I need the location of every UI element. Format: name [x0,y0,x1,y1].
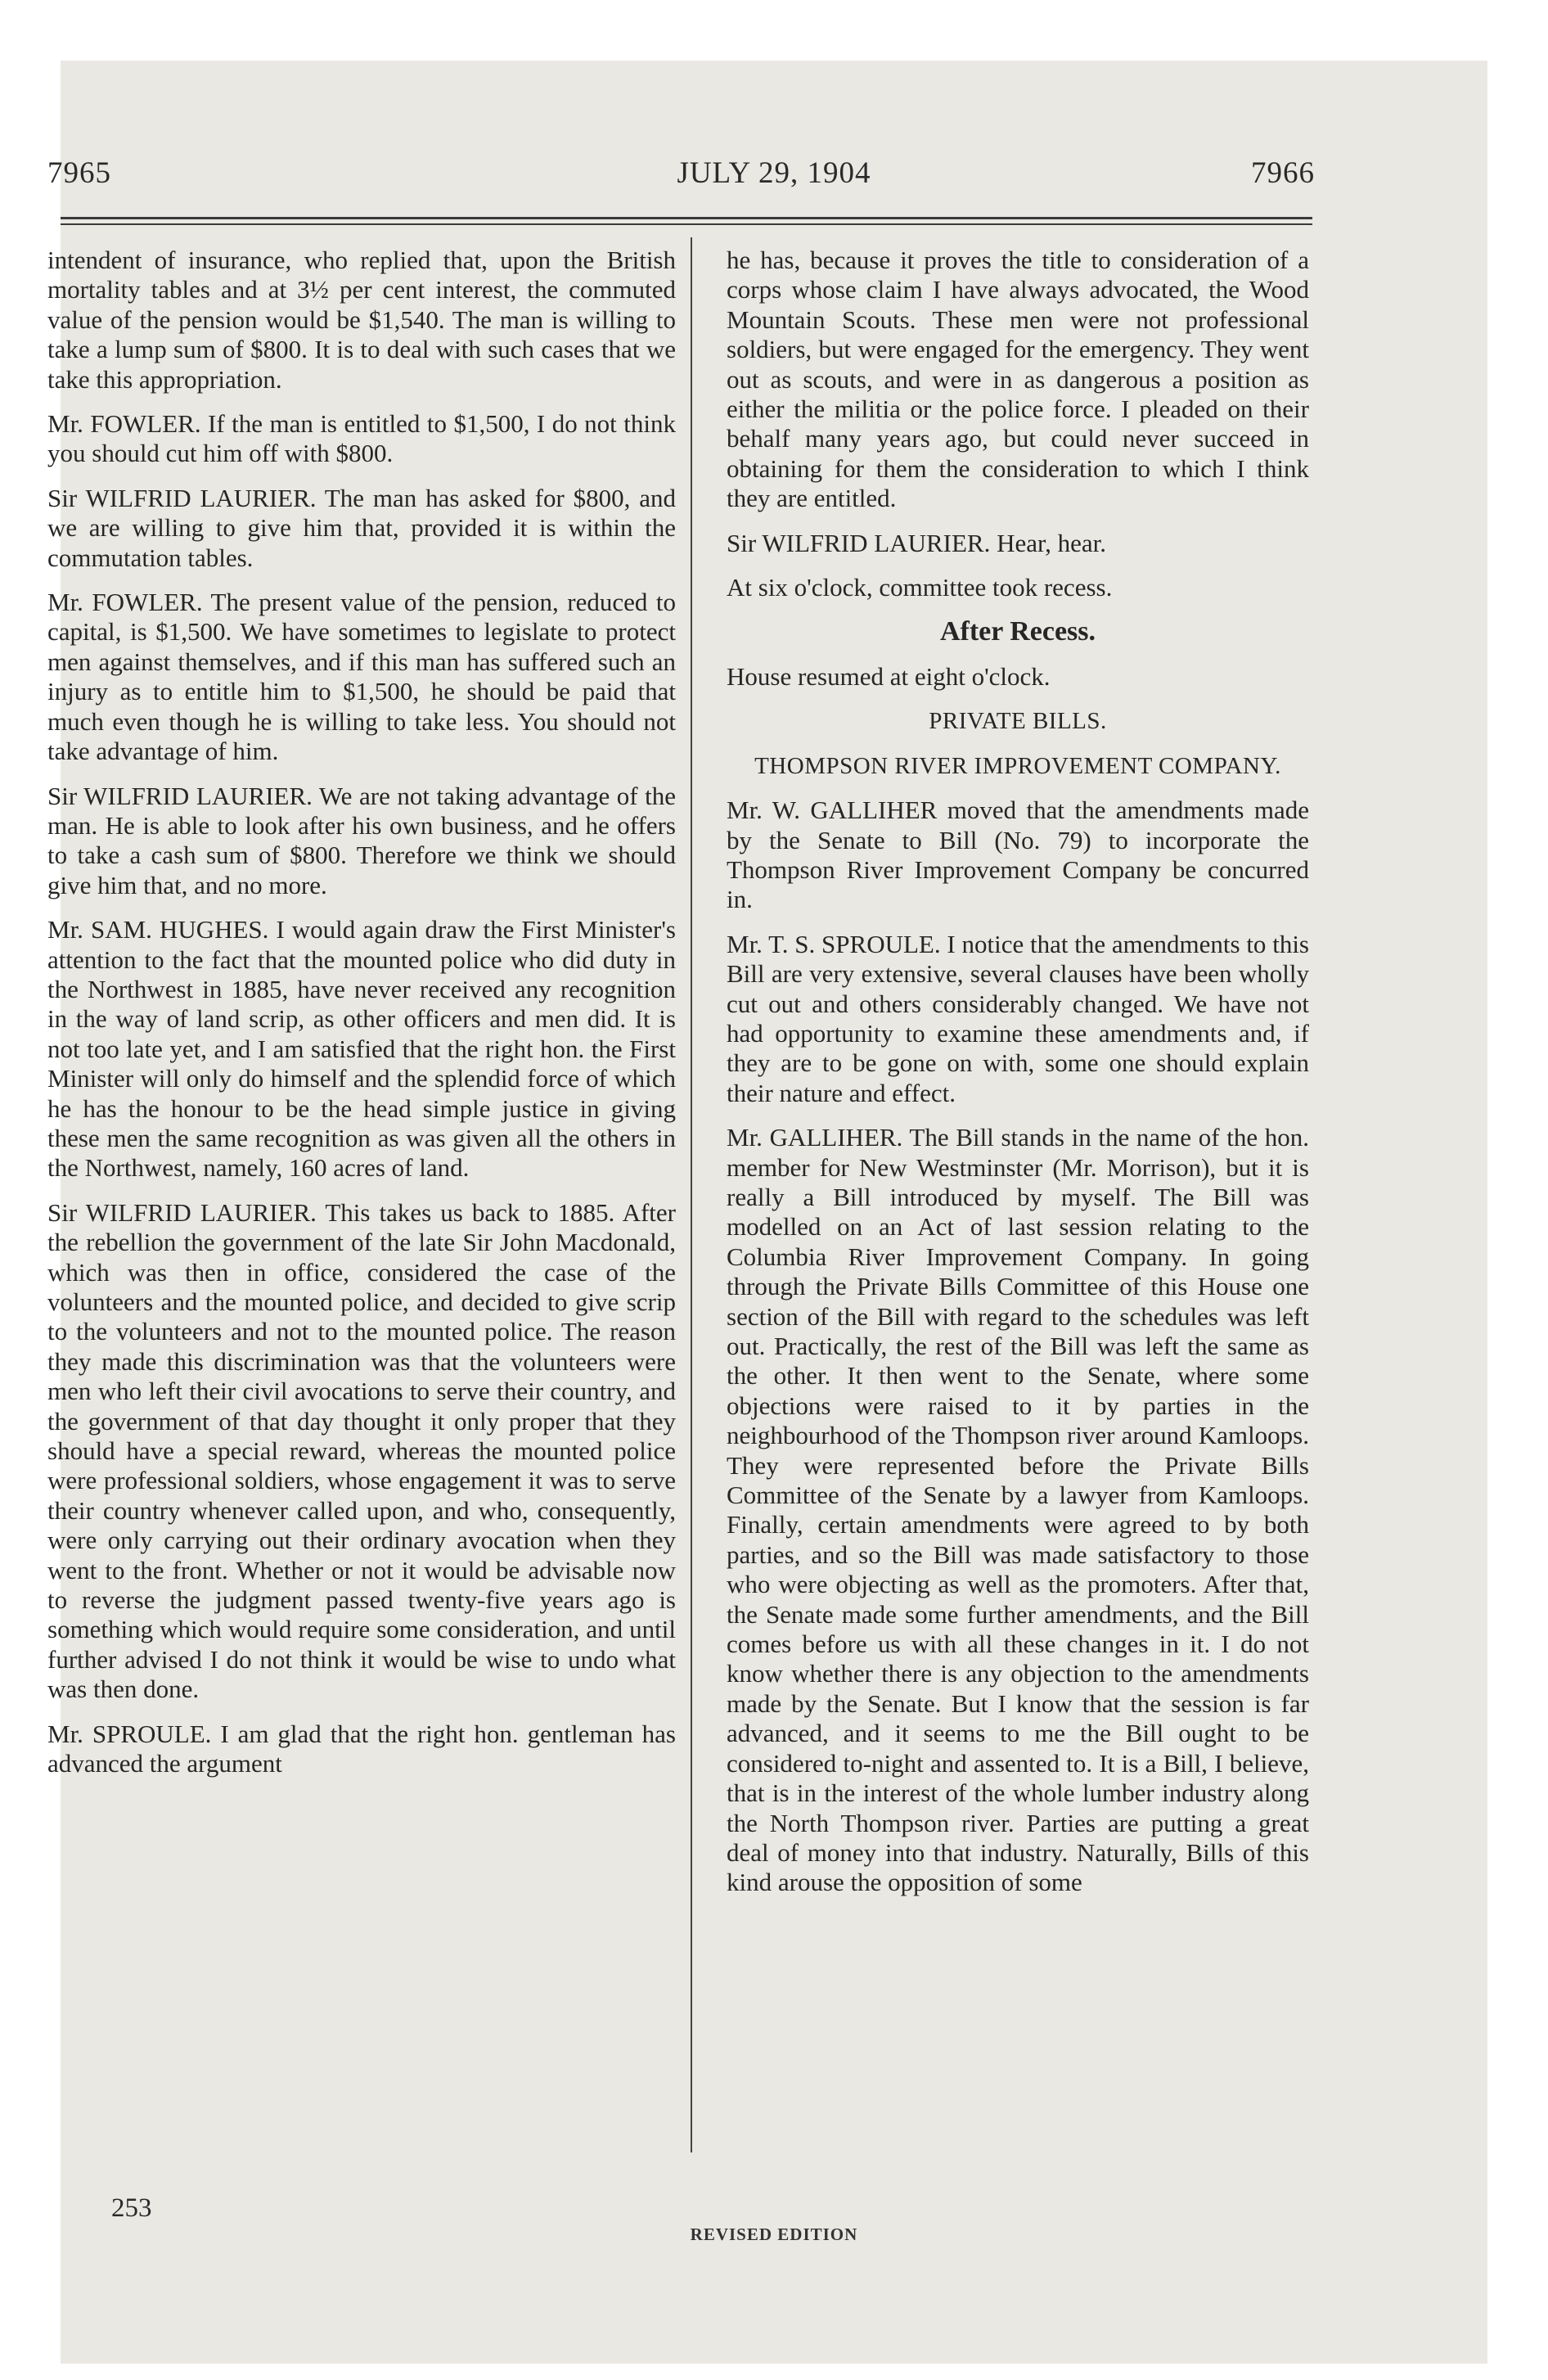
header-rule [61,217,1312,219]
paragraph: Mr. GALLIHER. The Bill stands in the name of the hon. member for New Westminster (Mr. Morrison), but it is really a Bill introduced by myself. The Bill was modelled on an Act of last session relating to the Columbia River Improvement Company. In going through the Private Bills Committee of this House one section of the Bill with regard to the schedules was left out. Practically, the rest of the Bill was left the same as the other. It then went to the Senate, where some objections were raised to it by parties in the neighbourhood of the Thompson river around Kamloops. They were represented before the Private Bills Committee of the Senate by a lawyer from Kamloops. Finally, certain amendments were agreed to by both parties, and so the Bill was made satisfactory to those who were objecting as well as the promoters. After that, the Senate made some further amendments, and the Bill comes before us with all these changes in it. I do not know whether there is any objection to the amendments made by the Senate. But I know that the session is far advanced, and it seems to me the Bill ought to be considered to-night and assented to. It is a Bill, I believe, that is in the interest of the whole lumber industry along the North Thompson river. Parties are putting a great deal of money into that industry. Naturally, Bills of this kind arouse the opposition of some [727,1123,1309,1897]
section-heading: PRIVATE BILLS. [929,708,1107,735]
page-date: JULY 29, 1904 [677,156,871,190]
paragraph: Mr. W. GALLIHER moved that the amendments made by the Senate to Bill (No. 79) to incorporate the Thompson River Improvement Company be concurred in. [727,796,1309,914]
footer-edition: REVISED EDITION [690,2224,858,2244]
section-heading: After Recess. [939,616,1096,647]
page-number-right: 7966 [1251,156,1315,190]
right-column [727,246,1309,1913]
paragraph: Mr. T. S. SPROULE. I notice that the amendments to this Bill are very extensive, several clauses have been wholly cut out and others considerably changed. We have not had opportunity to examine these amendments and, if they are to be gone on with, some one should explain their nature and effect. [727,929,1309,1107]
footer-page-number: 253 [111,2193,152,2223]
header-rule-thin [61,223,1312,225]
paragraph: Mr. SAM. HUGHES. I would again draw the First Minister's attention to the fact that the mounted police who did duty in the Northwest in 1885, have never received any recognition in the way of land scrip, as other officers and men did. It is not too late yet, and I am satisfied that the right hon. the First Minister will only do himself and the splendid force of which he has the honour to be the head simple justice in giving these men the same recognition as was given all the others in the Northwest, namely, 160 acres of land. [47,915,676,1183]
paragraph: Mr. FOWLER. The present value of the pension, reduced to capital, is $1,500. We have sometimes to legislate to protect men against themselves, and if this man has suffered such an injury as to entitle him to $1,500, he should be paid that much even though he is willing to take less. You should not take advantage of him. [47,588,676,766]
paragraph: Mr. FOWLER. If the man is entitled to $1,500, I do not think you should cut him off with $800. [47,409,676,468]
paragraph: he has, because it proves the title to consideration of a corps whose claim I have always advocated, the Wood Mountain Scouts. These men were not professional soldiers, but were engaged for the emergency. They went out as scouts, and were in as dangerous a position as either the militia or the police force. I pleaded on their behalf many years ago, but could never succeed in obtaining for them the consideration to which I think they are entitled. [727,246,1309,513]
paragraph: intendent of insurance, who replied that, upon the British mortality tables and at 3½ per cent interest, the commuted value of the pension would be $1,540. The man is willing to take a lump sum of $800. It is to deal with such cases that we take this appropriation. [47,246,676,394]
left-column [47,246,676,1794]
paragraph: Mr. SPROULE. I am glad that the right hon. gentleman has advanced the argument [47,1719,676,1778]
paragraph: At six o'clock, committee took recess. [727,573,1113,602]
paragraph: House resumed at eight o'clock. [727,661,1051,691]
page-number-left: 7965 [47,156,111,190]
paragraph: Sir WILFRID LAURIER. The man has asked for $800, and we are willing to give him that, provided it is within the commutation tables. [47,483,676,572]
column-divider [691,237,692,2152]
subsection-heading: THOMPSON RIVER IMPROVEMENT COMPANY. [754,752,1281,779]
paragraph: Sir WILFRID LAURIER. Hear, hear. [727,528,1106,557]
paragraph: Sir WILFRID LAURIER. This takes us back to 1885. After the rebellion the government of the late Sir John Macdonald, which was then in office, considered the case of the volunteers and the mounted police, and decided to give scrip to the volunteers and not to the mounted police. The reason they made this discrimination was that the volunteers were men who left their civil avocations to serve their country, and the government of that day thought it only proper that they should have a special reward, whereas the mounted police were professional soldiers, whose engagement it was to serve their country whenever called upon, and who, consequently, were only carrying out their ordinary avocation when they went to the front. Whether or not it would be advisable now to reverse the judgment passed twenty-five years ago is something which would require some consideration, and until further advised I do not think it would be wise to undo what was then done. [47,1197,676,1704]
paragraph: Sir WILFRID LAURIER. We are not taking advantage of the man. He is able to look after his own business, and he offers to take a cash sum of $800. Therefore we think we should give him that, and no more. [47,781,676,899]
